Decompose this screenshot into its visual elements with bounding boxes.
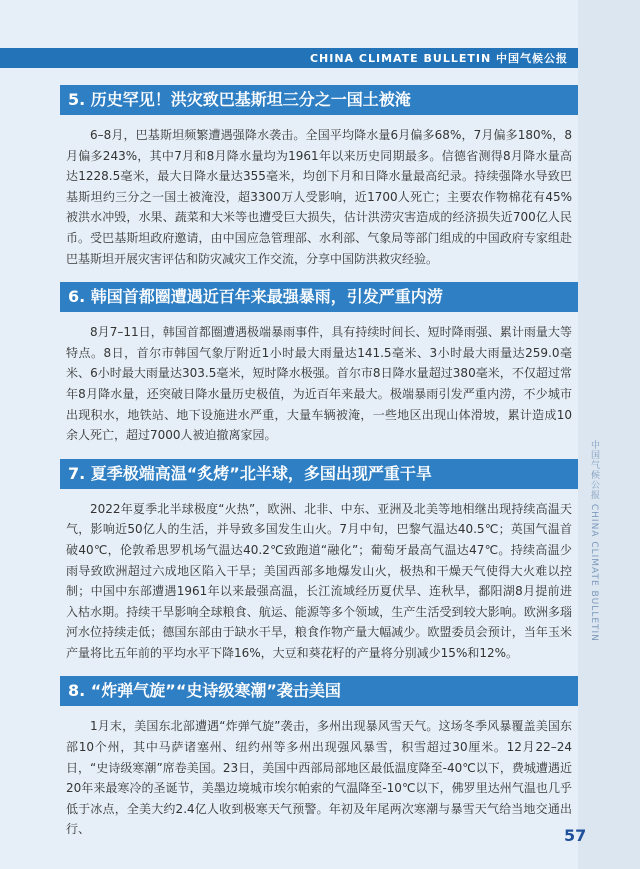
page-number: 57 — [564, 826, 587, 845]
side-vertical-text: 中国气候公报 CHINA CLIMATE BULLETIN — [589, 440, 599, 642]
section-7 — [60, 459, 578, 664]
section-body: 1月末，美国东北部遭遇“炸弹气旋”袭击，多州出现暴风雪天气。这场冬季风暴覆盖美国东部10个州，其中马萨诸塞州、纽约州等多州出现强风暴雪，积雪超过30厘米。12月22–24日，“史诗级寒潮”席卷美国。23日，美国中西部局部地区最低温度降至-40℃以下，费城遭遇近20年来最寒冷的圣诞节，美墨边境城市埃尔帕索的气温降至-10℃以下，佛罗里达州气温也几乎低于冰点，全美大约2.4亿人收到极寒天气预警。年初及年尾两次寒潮与暴雪天气给当地交通出行、 — [66, 719, 572, 837]
section-8 — [60, 676, 578, 840]
section-title: 5. 历史罕见！洪灾致巴基斯坦三分之一国土被淹 — [60, 85, 578, 115]
header-title: CHINA CLIMATE BULLETIN 中国气候公报 — [309, 52, 568, 65]
section-6 — [60, 282, 578, 446]
section-body: 6–8月，巴基斯坦频繁遭遇强降水袭击。全国平均降水量6月偏多68%，7月偏多180%，8月偏多243%，其中7月和8月降水量均为1961年以来历史同期最多。信德省测得8月降水量高达1228.5毫米，最大日降水量达355毫米，均创下月和日降水量最高纪录。持续强降水导致巴基斯坦约三分之一国土被淹没，超3300万人受影响，近1700人死亡；主要农作物棉花有45%被洪水冲毁，水果、蔬菜和大米等也遭受巨大损失，估计洪涝灾害造成的经济损失近700亿人民币。受巴基斯坦政府邀请，由中国应急管理部、水利部、气象局等部门组成的中国政府专家组赴巴基斯坦开展灾害评估和防灾减灾工作交流，分享中国防洪救灾经验。 — [66, 128, 572, 266]
section-title: 6. 韩国首都圈遭遇近百年来最强暴雨，引发严重内涝 — [60, 282, 578, 312]
section-body: 2022年夏季北半球极度“火热”，欧洲、北非、中东、亚洲及北美等地相继出现持续高温天气，影响近50亿人的生活，并导致多国发生山火。7月中旬，巴黎气温达40.5℃；英国气温首破40℃，伦敦希思罗机场气温达40.2℃致跑道“融化”；葡萄牙最高气温达47℃。持续高温少雨导致欧洲超过六成地区陷入干旱；美国西部多地爆发山火，极热和干燥天气使得大火难以控制；中国中东部遭遇1961年以来最强高温，长江流域经历夏伏旱、连秋旱，鄱阳湖8月提前进入枯水期。持续干旱影响全球粮食、航运、能源等多个领域，生产生活受到较大影响。欧洲多瑙河水位持续走低；德国东部由于缺水干旱，粮食作物产量大幅减少。欧盟委员会预计，当年玉米产量将比五年前的平均水平下降16%，大豆和葵花籽的产量将分别减少15%和12%。 — [66, 501, 572, 660]
content — [60, 85, 578, 853]
section-title: 8. “炸弹气旋”“史诗级寒潮”袭击美国 — [60, 676, 578, 706]
section-5 — [60, 85, 578, 269]
side-panel — [578, 0, 640, 869]
section-body: 8月7–11日，韩国首都圈遭遇极端暴雨事件，具有持续时间长、短时降雨强、累计雨量大等特点。8日，首尔市韩国气象厅附近1小时最大雨量达141.5毫米、3小时最大雨量达259.0毫米、6小时最大雨量达303.5毫米，短时降水极强。首尔市8日降水量超过380毫米，不仅超过常年8月降水量，还突破日降水量历史极值，为近百年来最大。极端暴雨引发严重内涝，不少城市出现积水，地铁站、地下设施进水严重，大量车辆被淹，一些地区出现山体滑坡，累计造成10余人死亡，超过7000人被迫撤离家园。 — [66, 325, 572, 443]
section-title: 7. 夏季极端高温“炙烤”北半球，多国出现严重干旱 — [60, 459, 578, 489]
header-bar — [0, 48, 578, 68]
